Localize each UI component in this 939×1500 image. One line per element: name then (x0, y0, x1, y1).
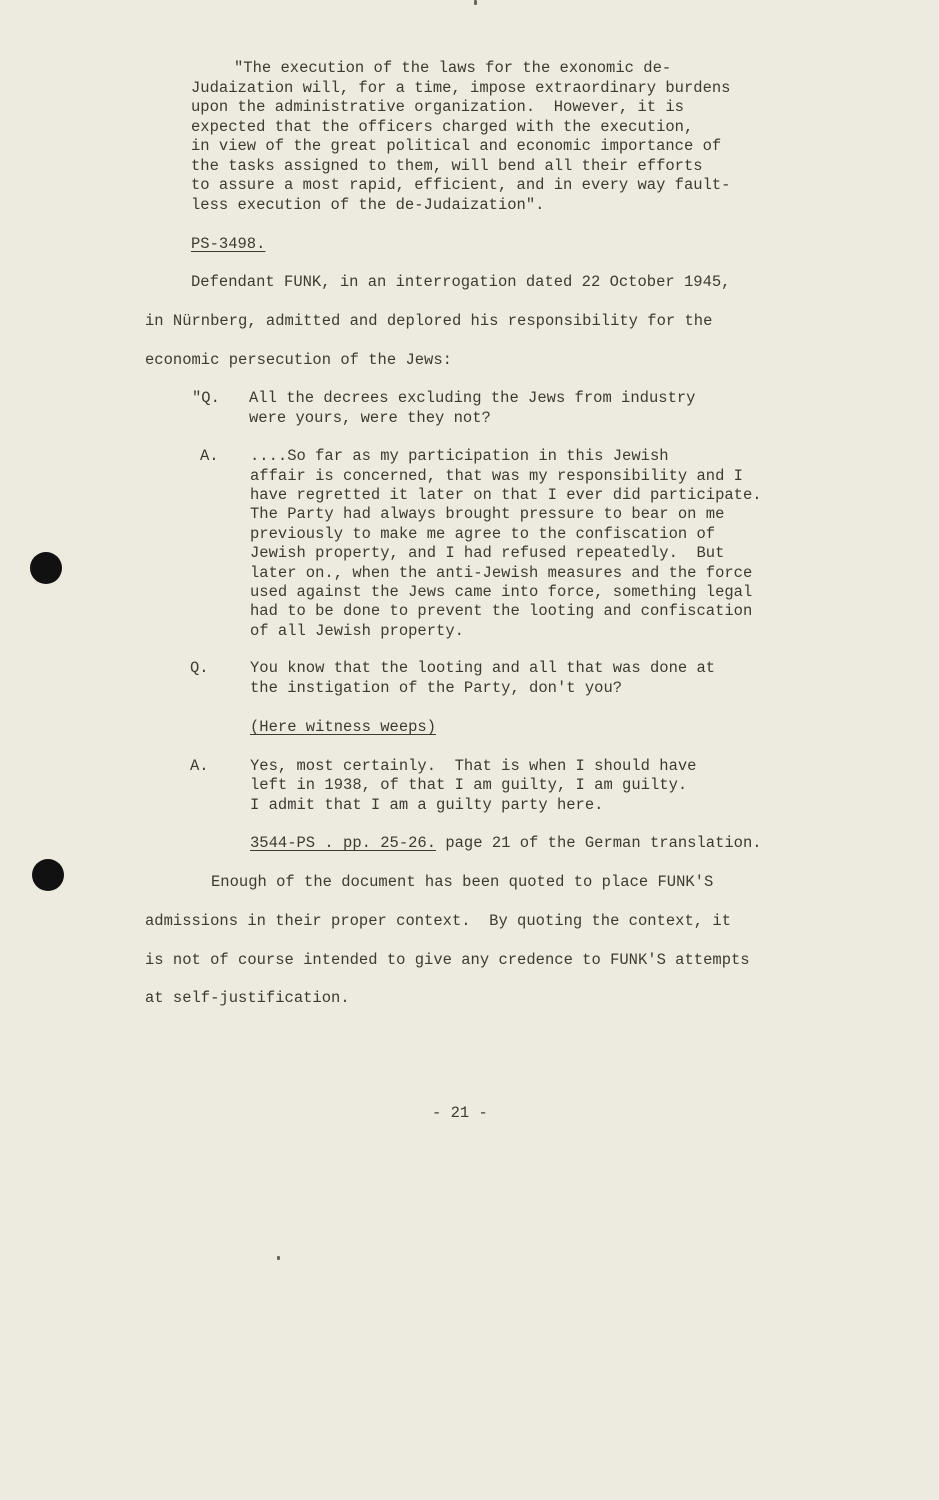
answer-line: previously to make me agree to the confiscation of (250, 525, 716, 543)
question-label: Q. (190, 659, 209, 677)
question-label: "Q. (192, 389, 220, 407)
question-line: All the decrees excluding the Jews from industry (249, 389, 696, 407)
paragraph-line: at self-justification. (145, 989, 350, 1007)
citation-ref: 3544-PS . pp. 25-26. (250, 834, 437, 852)
quote-line: expected that the officers charged with the execution, (191, 118, 694, 136)
stage-direction: (Here witness weeps) (250, 718, 437, 736)
answer-line: Yes, most certainly. That is when I should have (250, 757, 697, 775)
answer-line: of all Jewish property. (250, 622, 464, 640)
answer-line: have regretted it later on that I ever did participate. (250, 486, 762, 504)
citation-rest: page 21 of the German translation. (436, 834, 762, 852)
answer-line: Jewish property, and I had refused repeatedly. But (250, 544, 725, 562)
answer-line: later on., when the anti-Jewish measures and the force (250, 564, 753, 582)
question-line: You know that the looting and all that was done at (250, 659, 716, 677)
answer-label: A. (200, 447, 219, 465)
stray-mark (277, 1256, 280, 1260)
answer-line: I admit that I am a guilty party here. (250, 796, 604, 814)
punch-hole-upper (30, 552, 62, 584)
paragraph-line: Defendant FUNK, in an interrogation dated 22 October 1945, (191, 273, 731, 291)
citation-3544-ps (250, 834, 762, 854)
answer-line: affair is concerned, that was my responsibility and I (250, 467, 743, 485)
question-line: were yours, were they not? (249, 409, 491, 427)
paragraph-line: is not of course intended to give any credence to FUNK'S attempts (145, 951, 750, 969)
answer-line: had to be done to prevent the looting and confiscation (250, 602, 753, 620)
paragraph-line: admissions in their proper context. By quoting the context, it (145, 912, 731, 930)
quote-line: "The execution of the laws for the exonomic de- (234, 59, 672, 77)
paragraph-line: in Nürnberg, admitted and deplored his responsibility for the (145, 312, 713, 330)
paragraph-line: economic persecution of the Jews: (145, 351, 452, 369)
page-number: - 21 - (432, 1104, 488, 1122)
quote-line: to assure a most rapid, efficient, and in every way fault- (191, 176, 731, 194)
answer-line: The Party had always brought pressure to bear on me (250, 505, 725, 523)
answer-line: used against the Jews came into force, something legal (250, 583, 753, 601)
punch-hole-lower (32, 859, 64, 891)
quote-line: the tasks assigned to them, will bend all their efforts (191, 157, 703, 175)
quote-line: Judaization will, for a time, impose extraordinary burdens (191, 79, 731, 97)
answer-line: ....So far as my participation in this Jewish (250, 447, 669, 465)
question-line: the instigation of the Party, don't you? (250, 679, 623, 697)
quote-line: in view of the great political and economic importance of (191, 137, 722, 155)
paragraph-line: Enough of the document has been quoted to place FUNK'S (211, 873, 714, 891)
top-mark (474, 0, 477, 5)
answer-label: A. (190, 757, 209, 775)
citation-ps-3498: PS-3498. (191, 235, 266, 253)
quote-line: less execution of the de-Judaization". (191, 196, 545, 214)
answer-line: left in 1938, of that I am guilty, I am guilty. (250, 776, 688, 794)
quote-line: upon the administrative organization. However, it is (191, 98, 684, 116)
